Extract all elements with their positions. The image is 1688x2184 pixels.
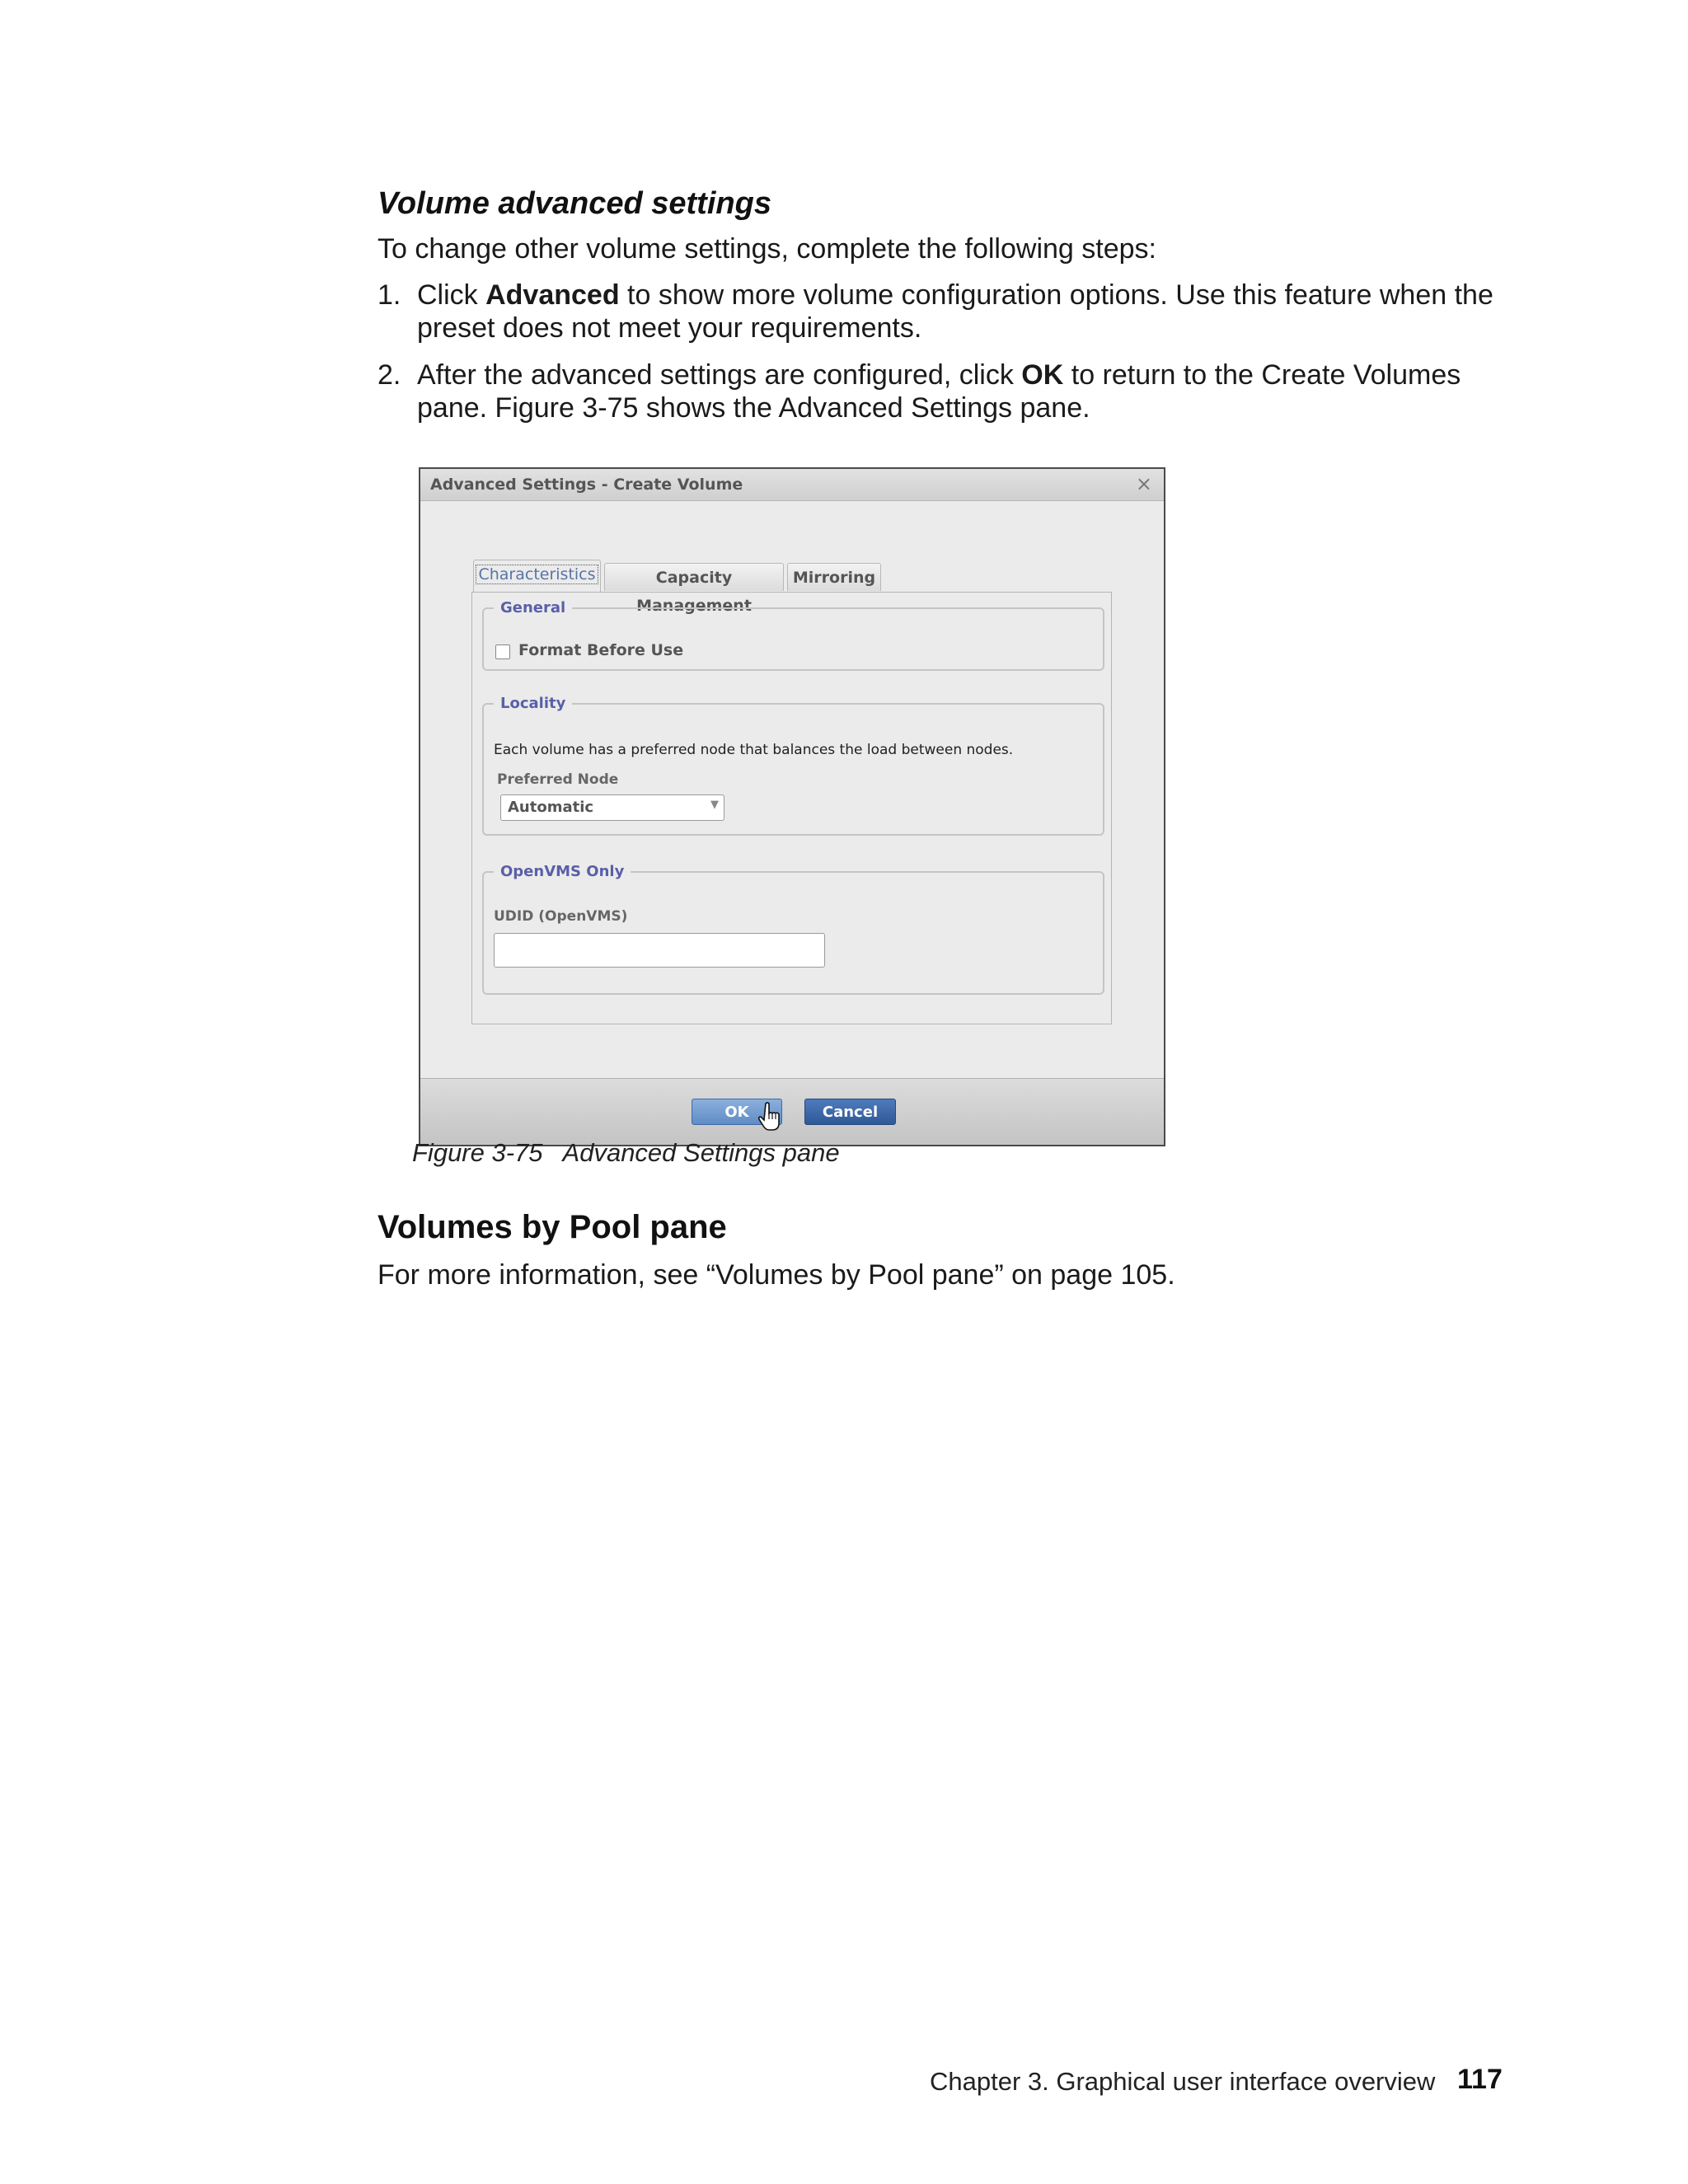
step-number: 2. <box>377 359 401 391</box>
tab-characteristics[interactable]: Characteristics <box>473 560 601 593</box>
preferred-node-select[interactable] <box>500 794 724 821</box>
figure-label: Figure 3-75 <box>412 1138 543 1167</box>
udid-label: UDID (OpenVMS) <box>494 908 628 925</box>
format-before-use-checkbox[interactable] <box>495 644 510 659</box>
locality-legend: Locality <box>500 695 566 712</box>
figure-caption-text: Advanced Settings pane <box>562 1138 840 1167</box>
characteristics-panel <box>471 592 1112 1024</box>
format-before-use-label[interactable]: Format Before Use <box>518 641 684 659</box>
step-number: 1. <box>377 279 401 311</box>
section-heading: Volume advanced settings <box>377 186 771 221</box>
close-icon[interactable]: × <box>1135 472 1152 495</box>
step-text: Click Advanced to show more volume configuration options. Use this feature when the preset does not meet your requirements. <box>417 279 1493 344</box>
page-number: 117 <box>1457 2064 1503 2095</box>
intro-paragraph: To change other volume settings, complete the following steps: <box>377 233 1156 265</box>
step-emphasis: OK <box>1021 359 1064 391</box>
step-emphasis: Advanced <box>485 279 620 311</box>
general-legend: General <box>500 599 566 616</box>
tab-capacity-management[interactable]: Capacity Management <box>604 563 784 591</box>
footer-chapter: Chapter 3. Graphical user interface overview <box>930 2067 1436 2096</box>
udid-input[interactable] <box>494 933 825 968</box>
hand-pointer-icon <box>758 1102 781 1132</box>
section-heading-2: Volumes by Pool pane <box>377 1209 727 1245</box>
figure-caption <box>412 1138 840 1168</box>
ok-button[interactable]: OK <box>692 1099 782 1125</box>
step-item <box>377 279 1507 344</box>
advanced-settings-dialog <box>419 467 1165 1146</box>
dialog-title: Advanced Settings - Create Volume <box>430 476 743 494</box>
chevron-down-icon: ▼ <box>710 799 719 811</box>
step-text: After the advanced settings are configured, click OK to return to the Create Volumes pane. Figure 3-75 shows the Advanced Settings pane. <box>417 359 1461 424</box>
preferred-node-label: Preferred Node <box>497 771 619 788</box>
cancel-button[interactable]: Cancel <box>804 1099 896 1125</box>
general-group <box>482 599 1104 671</box>
openvms-group <box>482 863 1104 995</box>
dialog-footer <box>420 1078 1164 1145</box>
step-item <box>377 359 1507 424</box>
locality-description: Each volume has a preferred node that balances the load between nodes. <box>494 742 1014 758</box>
dialog-titlebar <box>420 469 1164 501</box>
preferred-node-value: Automatic <box>508 799 594 816</box>
openvms-legend: OpenVMS Only <box>500 863 625 880</box>
locality-group <box>482 695 1104 836</box>
cross-reference-paragraph: For more information, see “Volumes by Pool pane” on page 105. <box>377 1259 1175 1291</box>
tab-mirroring[interactable]: Mirroring <box>787 563 881 591</box>
